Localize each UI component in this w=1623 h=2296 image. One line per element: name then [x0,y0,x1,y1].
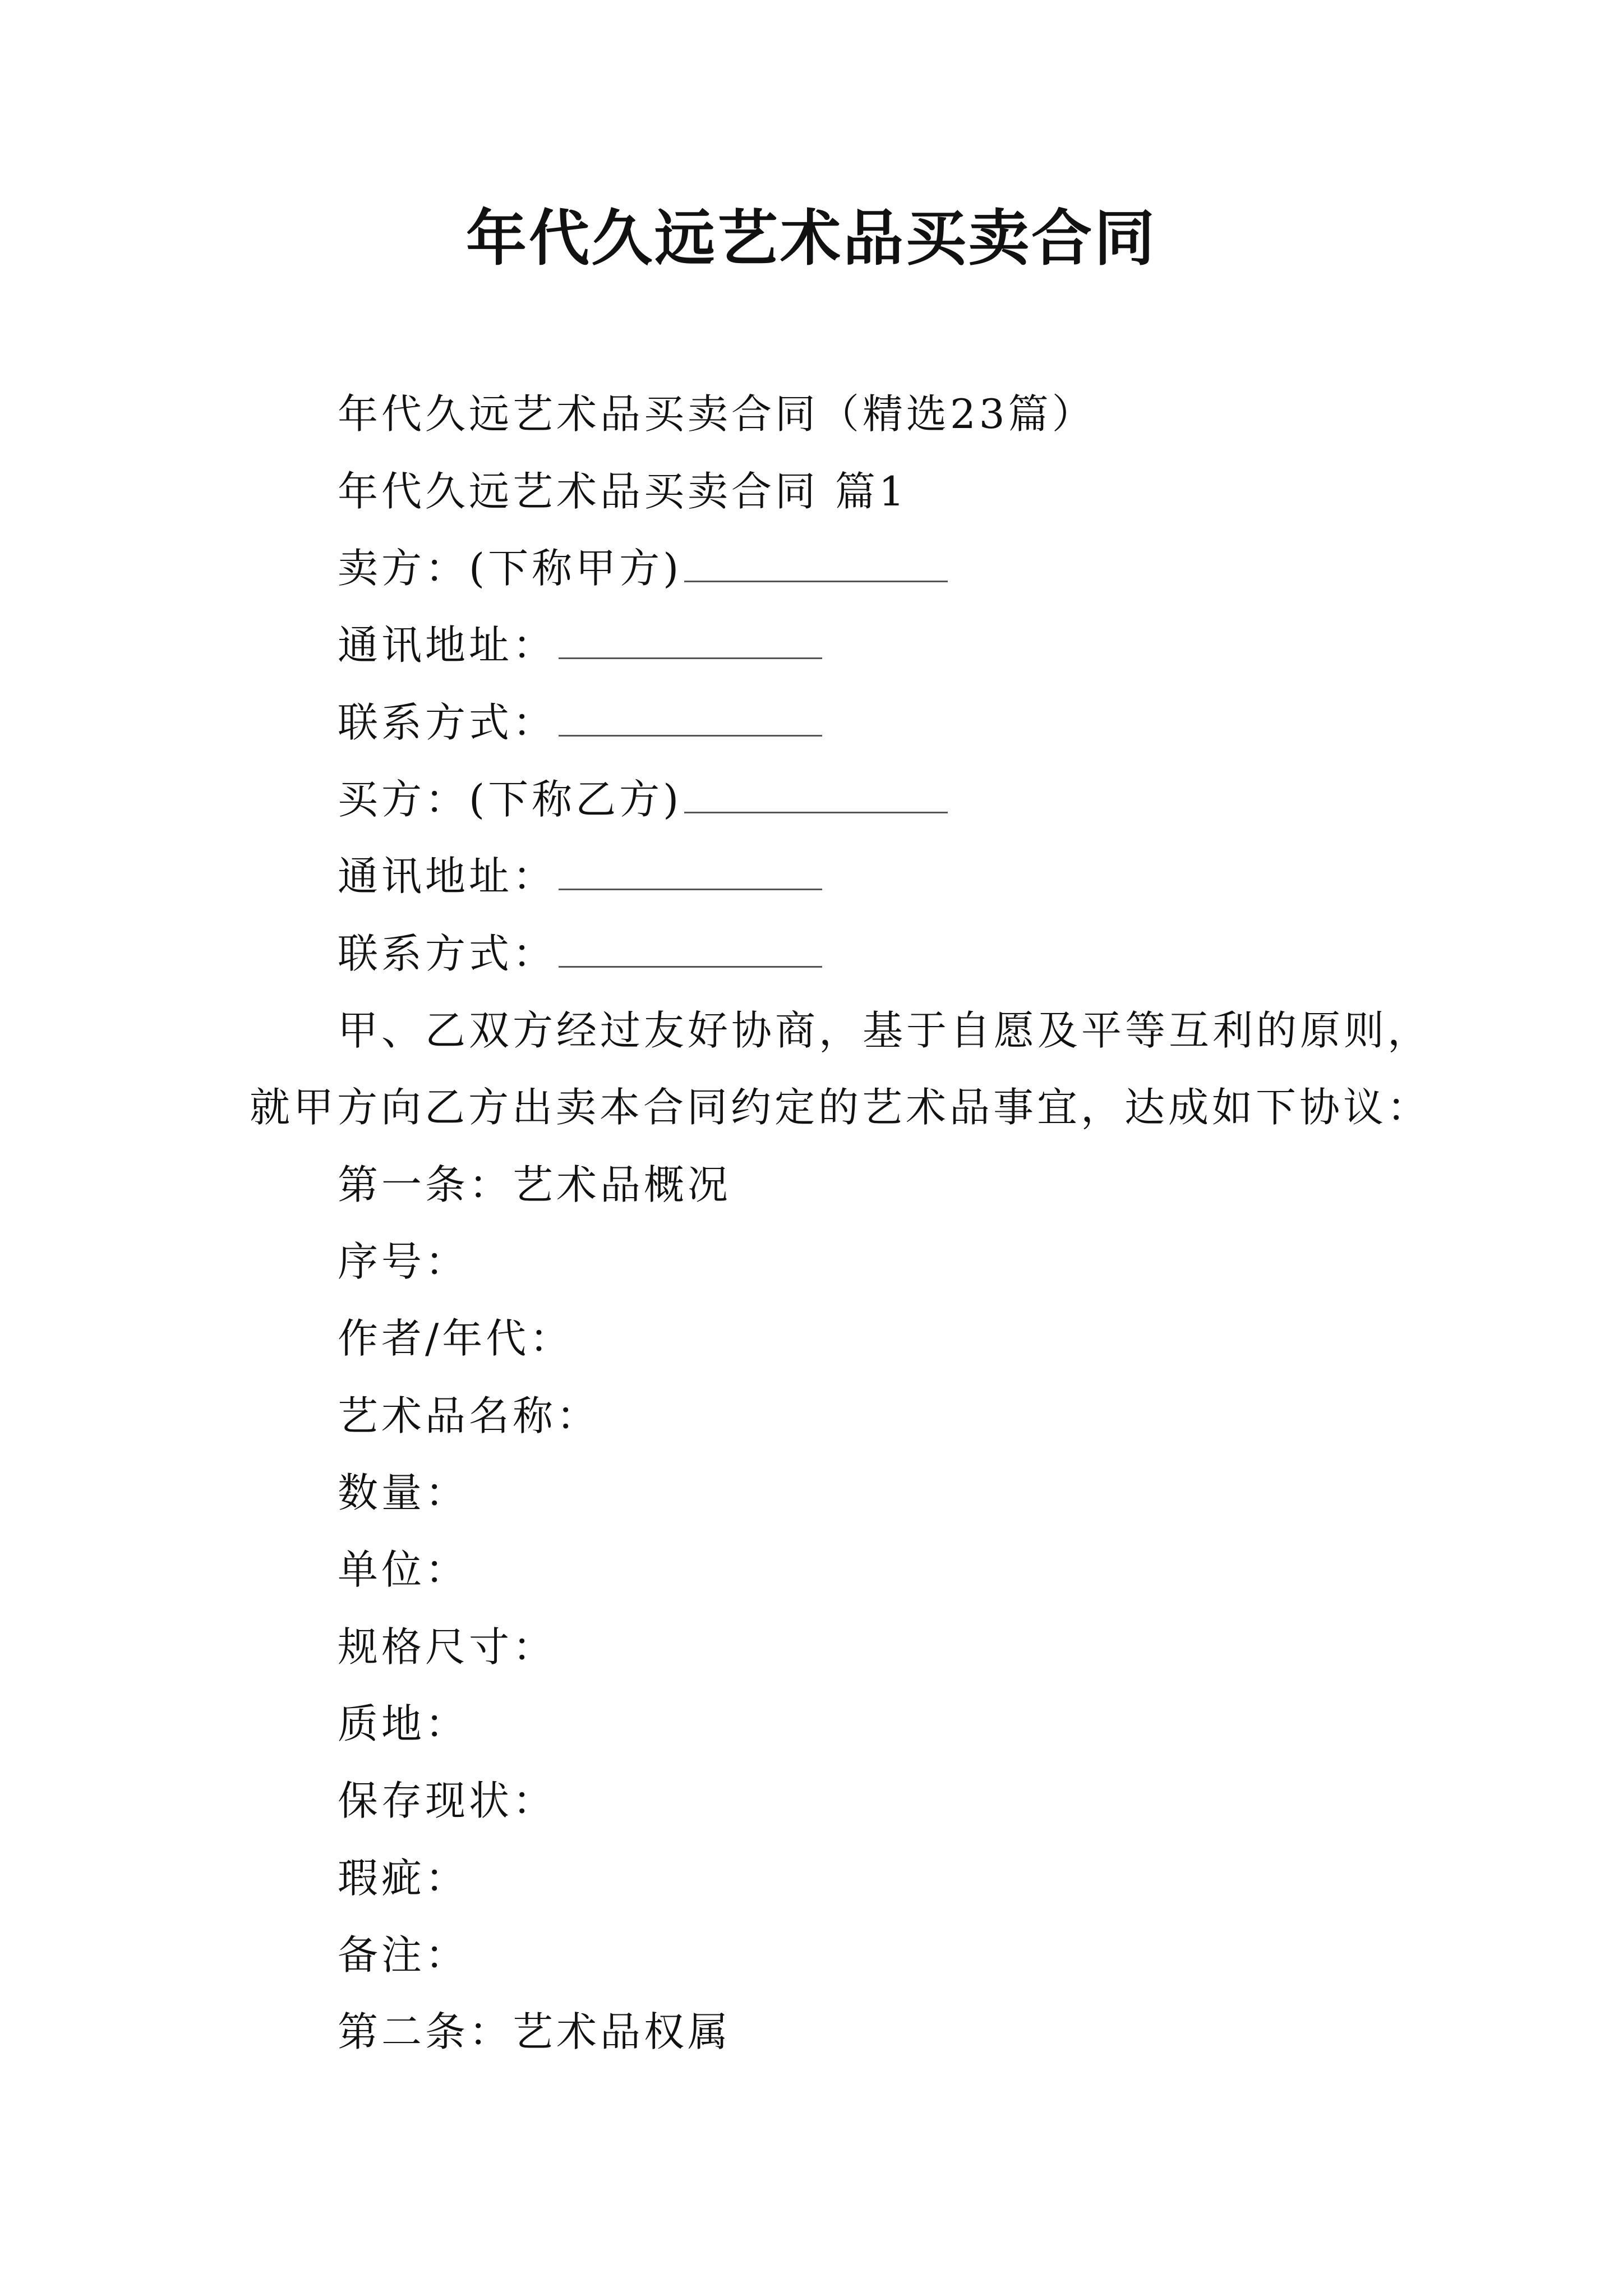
buyer-contact-row [338,926,822,982]
seller-label: 卖方：(下称甲方) [338,545,683,592]
field-material: 质地： [338,1700,469,1747]
field-artwork-name: 艺术品名称： [338,1392,601,1439]
seller-contact-label: 联系方式： [338,699,557,746]
field-remarks: 备注： [338,1931,469,1978]
buyer-label: 买方：(下称乙方) [338,776,683,823]
field-author-era: 作者/年代： [338,1315,574,1362]
article2-heading: 第二条：艺术品权属 [338,2008,732,2055]
field-serial: 序号： [338,1238,469,1285]
buyer-blank [684,775,948,813]
field-unit: 单位： [338,1546,469,1593]
intro-paragraph-line1: 甲、乙双方经过友好协商，基于自愿及平等互利的原则， [338,1007,1432,1054]
buyer-contact-blank [559,929,822,968]
buyer-address-label: 通讯地址： [338,853,557,900]
seller-row [338,540,948,596]
buyer-contact-label: 联系方式： [338,930,557,977]
document-subtitle: 年代久远艺术品买卖合同（精选23篇） [338,390,1096,438]
field-quantity: 数量： [338,1469,469,1516]
seller-address-row [338,617,822,673]
buyer-address-row [338,848,822,904]
field-size: 规格尺寸： [338,1623,557,1671]
seller-blank [684,544,948,582]
section-heading: 年代久远艺术品买卖合同 篇1 [338,468,908,515]
buyer-row [338,771,948,827]
field-defects: 瑕疵： [338,1855,469,1902]
article1-heading: 第一条：艺术品概况 [338,1161,732,1208]
seller-contact-row [338,694,822,751]
seller-address-label: 通讯地址： [338,622,557,669]
seller-address-blank [559,620,822,659]
field-condition: 保存现状： [338,1777,557,1824]
buyer-address-blank [559,852,822,890]
seller-contact-blank [559,698,822,737]
document-title: 年代久远艺术品买卖合同 [465,203,1157,274]
intro-paragraph-line2: 就甲方向乙方出卖本合同约定的艺术品事宜，达成如下协议： [250,1084,1431,1131]
